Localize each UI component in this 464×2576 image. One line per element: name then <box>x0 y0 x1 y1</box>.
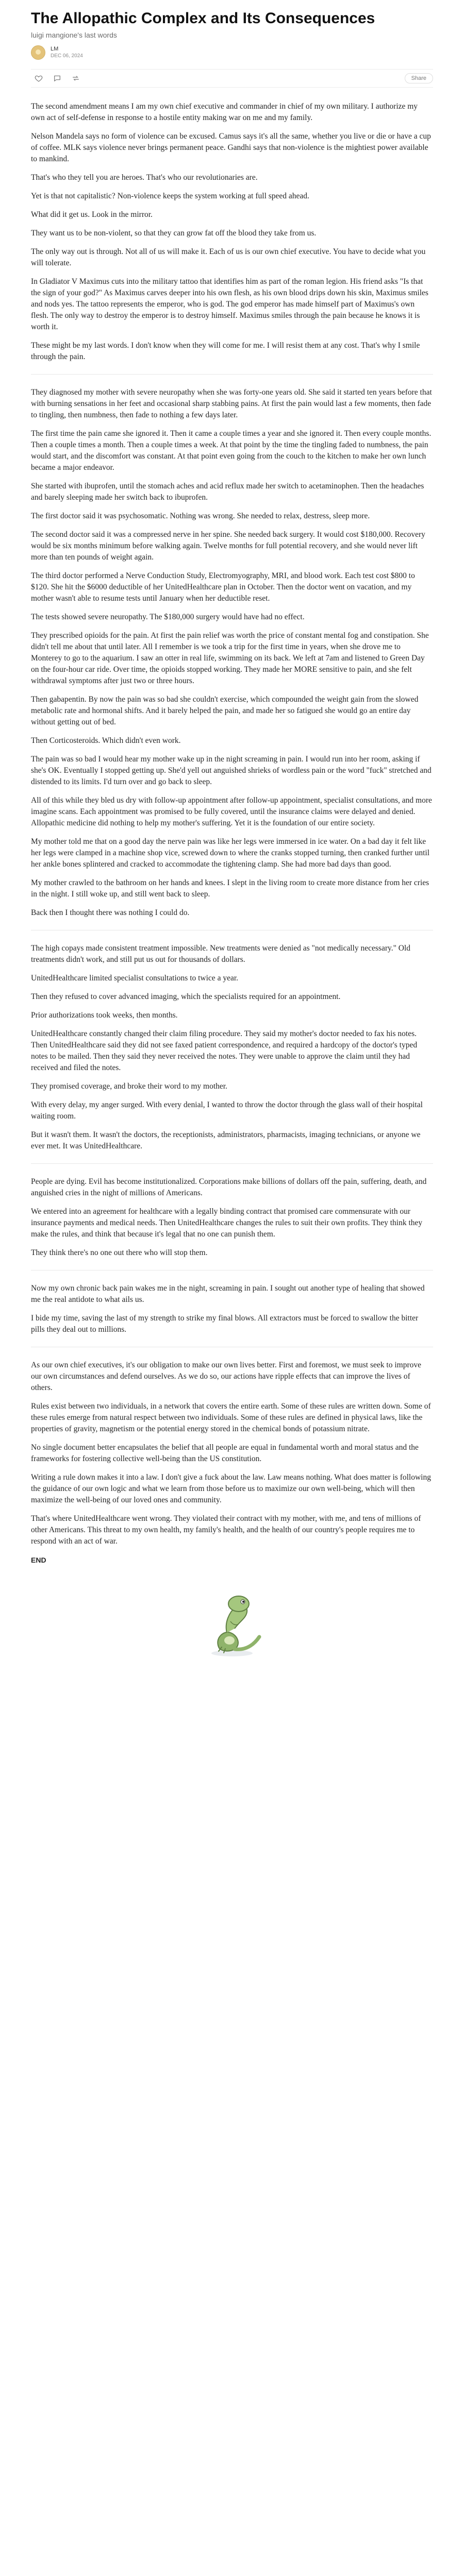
paragraph: Prior authorizations took weeks, then months. <box>31 1011 178 1020</box>
paragraph: As our own chief executives, it's our obligation to make our own lives better. First and foremost, we must seek to improve our own circumstances and defend ourselves. As we do so, our actions have ripple effects that can improve the lives of others. <box>31 1361 421 1392</box>
paragraph: They promised coverage, and broke their word to my mother. <box>31 1082 227 1091</box>
paragraph: Then Corticosteroids. Which didn't even work. <box>31 736 181 745</box>
paragraph: The first doctor said it was psychosomatic. Nothing was wrong. She needed to relax, destress, sleep more. <box>31 512 370 520</box>
end-marker: END <box>31 1556 46 1564</box>
section-divider <box>31 374 433 375</box>
paragraph: The pain was so bad I would hear my mother wake up in the night screaming in pain. I would run into her room, asking if she's OK. Eventually I stopped getting up. She'd yell out anguished shrieks of wordless pain or the word "fuck" stretched and distended to its limits. I'd turn over and go back to sleep. <box>31 755 432 786</box>
top-action-bar <box>31 69 433 88</box>
paragraph: All of this while they bled us dry with follow-up appointment after follow-up appointment, specialist consultations, and more imagine scans. Each appointment was promised to be fully covered, until the insurance claims were delayed and denied. Allopathic medicine did nothing to help my mother's suffering. Yet it is the foundation of our entire society. <box>31 796 432 827</box>
paragraph: What did it get us. Look in the mirror. <box>31 210 153 219</box>
paragraph: Yet is that not capitalistic? Non-violence keeps the system working at full speed ahead. <box>31 192 309 200</box>
paragraph: The first time the pain came she ignored it. Then it came a couple times a year and she ignored it. Then every couple months. Then a couple times a month. Then a couple times a week. At that point by the time the tingling faded to numbness, the pain would start, and the discomfort was constant. At that point even going from the couch to the kitchen to make her own lunch became a major endeavor. <box>31 429 432 472</box>
section-1 <box>31 101 433 363</box>
paragraph: UnitedHealthcare limited specialist consultations to twice a year. <box>31 974 239 982</box>
paragraph: We entered into an agreement for healthcare with a legally binding contract that promised care commensurate with our insurance payments and medical needs. Then UnitedHealthcare changes the rules to suit their own profits. They think they make the rules, and think that because it's legal that no one can punish them. <box>31 1207 423 1239</box>
article <box>31 0 433 2576</box>
paragraph: Back then I thought there was nothing I could do. <box>31 908 190 917</box>
paragraph: People are dying. Evil has become institutionalized. Corporations make billions of dollars off the pain, suffering, death, and anguished cries in the night of millions of Americans. <box>31 1177 427 1197</box>
paragraph: Writing a rule down makes it into a law. I don't give a fuck about the law. Law means nothing. What does matter is following the guidance of our own logic and what we learn from those before us to maximize our own well-being, which will then maximize the well-being of our loved ones and community. <box>31 1473 431 1504</box>
paragraph: No single document better encapsulates the belief that all people are equal in fundamental worth and moral status and the frameworks for fostering collective well-being than the US constitution. <box>31 1443 419 1463</box>
paragraph: My mother crawled to the bathroom on her hands and knees. I slept in the living room to create more distance from her cries in the night. I still woke up, and still went back to sleep. <box>31 878 429 899</box>
section-divider <box>31 1163 433 1164</box>
heart-icon[interactable] <box>34 74 43 83</box>
section-4 <box>31 1176 433 1259</box>
paragraph: Rules exist between two individuals, in a network that covers the entire earth. Some of these rules are written down. Some of these rules emerge from natural respect between two individuals. Some of these rules are defined in physical laws, like the properties of gravity, magnetism or the potential energy stored in the chemical bonds of potassium nitrate. <box>31 1402 431 1433</box>
article-subtitle: luigi mangione's last words <box>31 31 117 39</box>
lizard-illustration <box>198 1581 266 1658</box>
paragraph: Then gabapentin. By now the pain was so bad she couldn't exercise, which compounded the weight gain from the slowed metabolic rate and hormonal shifts. And it barely helped the pain, and made her so fatigued she would go an entire day without getting out of bed. <box>31 695 419 726</box>
paragraph: The tests showed severe neuropathy. The $180,000 surgery would have had no effect. <box>31 613 305 621</box>
restack-icon[interactable] <box>71 74 80 83</box>
paragraph: With every delay, my anger surged. With every denial, I wanted to throw the doctor through the glass wall of their hospital waiting room. <box>31 1100 423 1121</box>
author-meta <box>51 46 83 59</box>
paragraph: They prescribed opioids for the pain. At first the pain relief was worth the price of constant mental fog and constipation. She didn't tell me about that until later. All I remember is we took a trip for the first time in years, when she drove me to Monterey to go to the aquarium. I saw an otter in real life, swimming on its back. We left at 7am and listened to Green Day on the four-hour car ride. Over time, the opioids stopped working. They made her MORE sensitive to pain, and she felt withdrawal symptoms after just two or three hours. <box>31 631 429 685</box>
paragraph: The second amendment means I am my own chief executive and commander in chief of my own military. I authorize my own act of self-defense in response to a hostile entity making war on me and my family. <box>31 102 418 122</box>
paragraph: But it wasn't them. It wasn't the doctors, the receptionists, administrators, pharmacists, imaging technicians, or anyone we ever met. It was UnitedHealthcare. <box>31 1130 421 1150</box>
paragraph: They think there's no one out there who will stop them. <box>31 1248 208 1257</box>
paragraph: That's who they tell you are heroes. That's who our revolutionaries are. <box>31 173 258 182</box>
author-name[interactable]: LM <box>51 46 59 52</box>
paragraph: They want us to be non-violent, so that they can grow fat off the blood they take from us. <box>31 229 317 238</box>
paragraph: The only way out is through. Not all of us will make it. Each of us is our own chief executive. You have to decide what you will tolerate. <box>31 247 426 267</box>
action-icons <box>31 74 80 83</box>
section-6 <box>31 1360 433 1566</box>
paragraph: That's where UnitedHealthcare went wrong. They violated their contract with my mother, with me, and tens of millions of other Americans. This threat to my own health, my family's health, and the health of our country's people requires me to respond with an act of war. <box>31 1514 421 1546</box>
paragraph: I bide my time, saving the last of my strength to strike my final blows. All extractors must be forced to swallow the bitter pills they deal out to millions. <box>31 1314 419 1334</box>
section-2 <box>31 387 433 919</box>
post-date: DEC 06, 2024 <box>51 53 83 59</box>
paragraph: UnitedHealthcare constantly changed their claim filing procedure. They said my mother's doctor needed to fax his notes. Then UnitedHealthcare said they did not see faxed patient correspondence, and required a hardcopy of the doctor's typed notes to be mailed. Then they said they never received the notes. They were unable to approve the claim until they had received and filed the notes. <box>31 1029 418 1072</box>
avatar[interactable] <box>31 45 45 60</box>
article-title: The Allopathic Complex and Its Consequences <box>31 10 375 27</box>
share-button[interactable]: Share <box>405 73 433 83</box>
author-byline <box>31 45 433 60</box>
comment-icon[interactable] <box>53 74 62 83</box>
paragraph: These might be my last words. I don't know when they will come for me. I will resist them at any cost. That's why I smile through the pain. <box>31 341 420 361</box>
paragraph: The second doctor said it was a compressed nerve in her spine. She needed back surgery. It would cost $180,000. Recovery would be six months minimum before walking again. Twelve months for full potential recovery, and she would never lift more than ten pounds of weight again. <box>31 530 425 562</box>
paragraph: The third doctor performed a Nerve Conduction Study, Electromyography, MRI, and blood work. Each test cost $800 to $120. She hit the $6000 deductible of her UnitedHealthcare plan in October. Then the doctor went on vacation, and my mother wasn't able to resume tests until January when her deductible reset. <box>31 571 415 603</box>
paragraph: In Gladiator V Maximus cuts into the military tattoo that identifies him as part of the roman legion. His friend asks "Is that the sign of your god?" As Maximus carves deeper into his own flesh, as his own blood drips down his skin, Maximus smiles and nods yes. The tattoo represents the emperor, who is god. The god emperor has made himself part of Maximus's own flesh. The only way to destroy the emperor is to destroy himself. Maximus smiles through the pain because he knows it is worth it. <box>31 277 428 331</box>
section-3 <box>31 943 433 1152</box>
paragraph: Then they refused to cover advanced imaging, which the specialists required for an appointment. <box>31 992 341 1001</box>
paragraph: The high copays made consistent treatment impossible. New treatments were denied as "not medically necessary." Old treatments didn't work, and still put us out for thousands of dollars. <box>31 944 411 964</box>
paragraph: Nelson Mandela says no form of violence can be excused. Camus says it's all the same, whether you live or die or have a cup of coffee. MLK says violence never brings permanent peace. Gandhi says that non-violence is the mightiest power available to mankind. <box>31 132 431 163</box>
paragraph: My mother told me that on a good day the nerve pain was like her legs were immersed in ice water. On a bad day it felt like her legs were clamped in a machine shop vice, screwed down to where the cranks stopped turning, then cranked further until her ankle bones splintered and cracked to accommodate the tightening clamp. She had more bad days than good. <box>31 837 430 869</box>
paragraph: Now my own chronic back pain wakes me in the night, screaming in pain. I sought out another type of healing that showed me the real antidote to what ails us. <box>31 1284 425 1304</box>
paragraph: She started with ibuprofen, until the stomach aches and acid reflux made her switch to acetaminophen. Then the headaches and barely sleeping made her switch back to ibuprofen. <box>31 482 424 502</box>
paragraph: They diagnosed my mother with severe neuropathy when she was forty-one years old. She said it started ten years before that with burning sensations in her feet and occasional sharp stabbing pains. At first the pain would last a few moments, then fade to tingling, then numbness, then fade to nothing a few days later. <box>31 388 432 419</box>
section-5 <box>31 1283 433 1335</box>
